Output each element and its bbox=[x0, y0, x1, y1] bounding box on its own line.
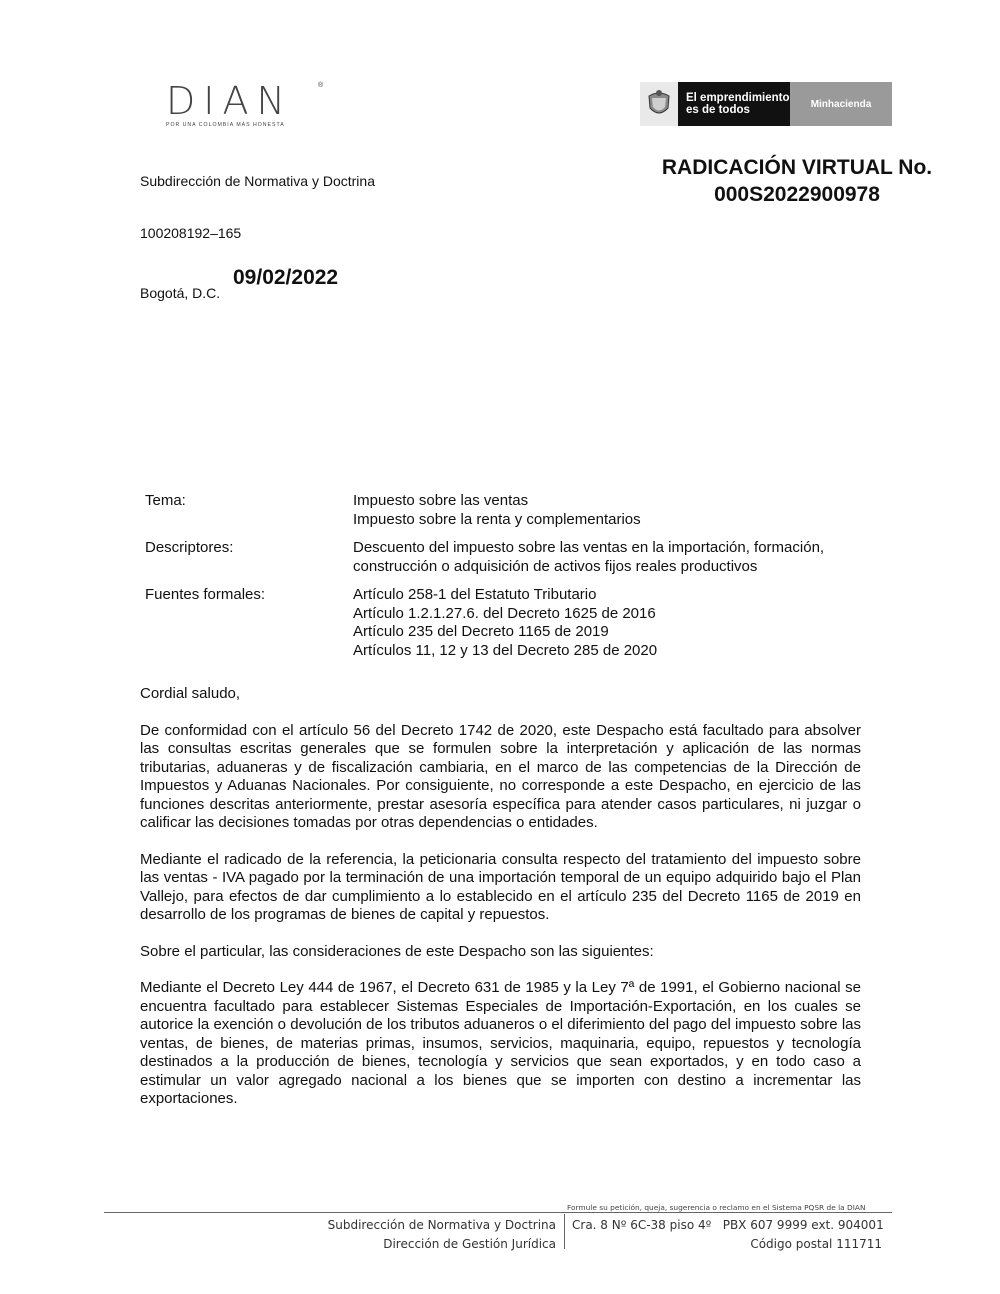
meta-value bbox=[353, 539, 865, 576]
meta-line: Artículos 11, 12 y 13 del Decreto 285 de 2020 bbox=[353, 641, 658, 659]
paragraph: Mediante el Decreto Ley 444 de 1967, el Decreto 631 de 1985 y la Ley 7ª de 1991, el Gobierno nacional se encuentra facultado para establecer Sistemas Especiales de Importación-Exportación, en los cuales se autorice la exención o devolución de los tributos aduaneros o el diferimiento del pago del impuesto sobre las ventas, de bienes, de materias primas, insumos, servicios, maquinaria, equipo, repuestos y tecnología destinados a la producción de bienes, tecnología y servicios que sean exportados, y en todo caso a estimular un valor agregado nacional a los bienes que se importen con destino a incrementar las exportaciones. bbox=[140, 979, 861, 1107]
footer-postal-code: Código postal 111711 bbox=[750, 1237, 882, 1251]
slogan-line1: El emprendimiento bbox=[686, 92, 790, 104]
registered-mark: ® bbox=[318, 82, 324, 89]
meta-line: Descuento del impuesto sobre las ventas en la importación, formación, bbox=[353, 539, 825, 556]
meta-label: Fuentes formales: bbox=[145, 586, 266, 603]
metadata-table bbox=[145, 492, 865, 670]
reference-number: 100208192–165 bbox=[140, 225, 242, 241]
meta-line: Artículo 235 del Decreto 1165 de 2019 bbox=[353, 623, 609, 640]
coat-of-arms-icon bbox=[640, 82, 678, 126]
meta-row-fuentes bbox=[145, 586, 865, 660]
footer-left bbox=[240, 1216, 556, 1254]
minhacienda-logo bbox=[640, 82, 892, 126]
meta-line: Impuesto sobre las ventas bbox=[353, 492, 529, 509]
radicacion-title: RADICACIÓN VIRTUAL No. bbox=[661, 156, 933, 179]
meta-line: Artículo 1.2.1.27.6. del Decreto 1625 de 2016 bbox=[353, 604, 656, 622]
footer-divider bbox=[104, 1212, 892, 1213]
dian-tagline: POR UNA COLOMBIA MÁS HONESTA bbox=[166, 122, 285, 128]
meta-row-tema bbox=[145, 492, 865, 529]
greeting: Cordial saludo, bbox=[140, 685, 241, 702]
meta-line: construcción o adquisición de activos fijos reales productivos bbox=[353, 557, 758, 575]
meta-row-descriptores bbox=[145, 539, 865, 576]
dian-wordmark: DIAN bbox=[166, 79, 293, 123]
footer-right bbox=[572, 1216, 882, 1254]
letter-body bbox=[140, 685, 861, 1127]
radicacion-number bbox=[640, 154, 954, 208]
pqsr-note: Formule su petición, queja, sugerencia o reclamo en el Sistema PQSR de la DIAN bbox=[567, 1203, 866, 1212]
slogan-line2: es de todos bbox=[686, 104, 750, 116]
dian-logo bbox=[166, 79, 326, 128]
radicacion-code: 000S2022900978 bbox=[714, 183, 880, 206]
footer-address: Cra. 8 Nº 6C-38 piso 4º PBX 607 9999 ext. 904001 bbox=[572, 1218, 884, 1232]
footer-vertical-divider bbox=[564, 1214, 565, 1249]
footer-direccion: Dirección de Gestión Jurídica bbox=[383, 1237, 556, 1251]
footer-dependencia: Subdirección de Normativa y Doctrina bbox=[327, 1218, 556, 1232]
dependencia: Subdirección de Normativa y Doctrina bbox=[140, 173, 375, 189]
place: Bogotá, D.C. bbox=[140, 285, 221, 301]
meta-line: Impuesto sobre la renta y complementarios bbox=[353, 510, 641, 528]
meta-line: Artículo 258-1 del Estatuto Tributario bbox=[353, 586, 597, 603]
meta-label: Tema: bbox=[145, 492, 186, 509]
letter-date: 09/02/2022 bbox=[233, 266, 339, 289]
meta-value bbox=[353, 492, 865, 529]
meta-label: Descriptores: bbox=[145, 539, 234, 556]
paragraph: Mediante el radicado de la referencia, la peticionaria consulta respecto del tratamiento del impuesto sobre las ventas - IVA pagado por la terminación de una importación temporal de un equipo adquirido bajo el Plan Vallejo, para efectos de dar cumplimiento a lo establecido en el artículo 235 del Decreto 1165 de 2019 en desarrollo de los programas de bienes de capital y repuestos. bbox=[140, 850, 861, 923]
paragraph: Sobre el particular, las consideraciones de este Despacho son las siguientes: bbox=[140, 942, 654, 960]
ministry-label: Minhacienda bbox=[790, 82, 892, 126]
paragraph: De conformidad con el artículo 56 del Decreto 1742 de 2020, este Despacho está facultado para absolver las consultas escritas generales que se formulen sobre la interpretación y aplicación de las normas tributarias, aduaneras y de fiscalización cambiaria, en el marco de las competencias de la Dirección de Impuestos y Aduanas Nacionales. Por consiguiente, no corresponde a este Despacho, en ejercicio de las funciones descritas anteriormente, prestar asesoría específica para atender casos particulares, ni juzgar o calificar las decisiones tomadas por otras dependencias o entidades. bbox=[140, 721, 861, 831]
meta-value bbox=[353, 586, 865, 660]
slogan-block bbox=[678, 82, 790, 126]
